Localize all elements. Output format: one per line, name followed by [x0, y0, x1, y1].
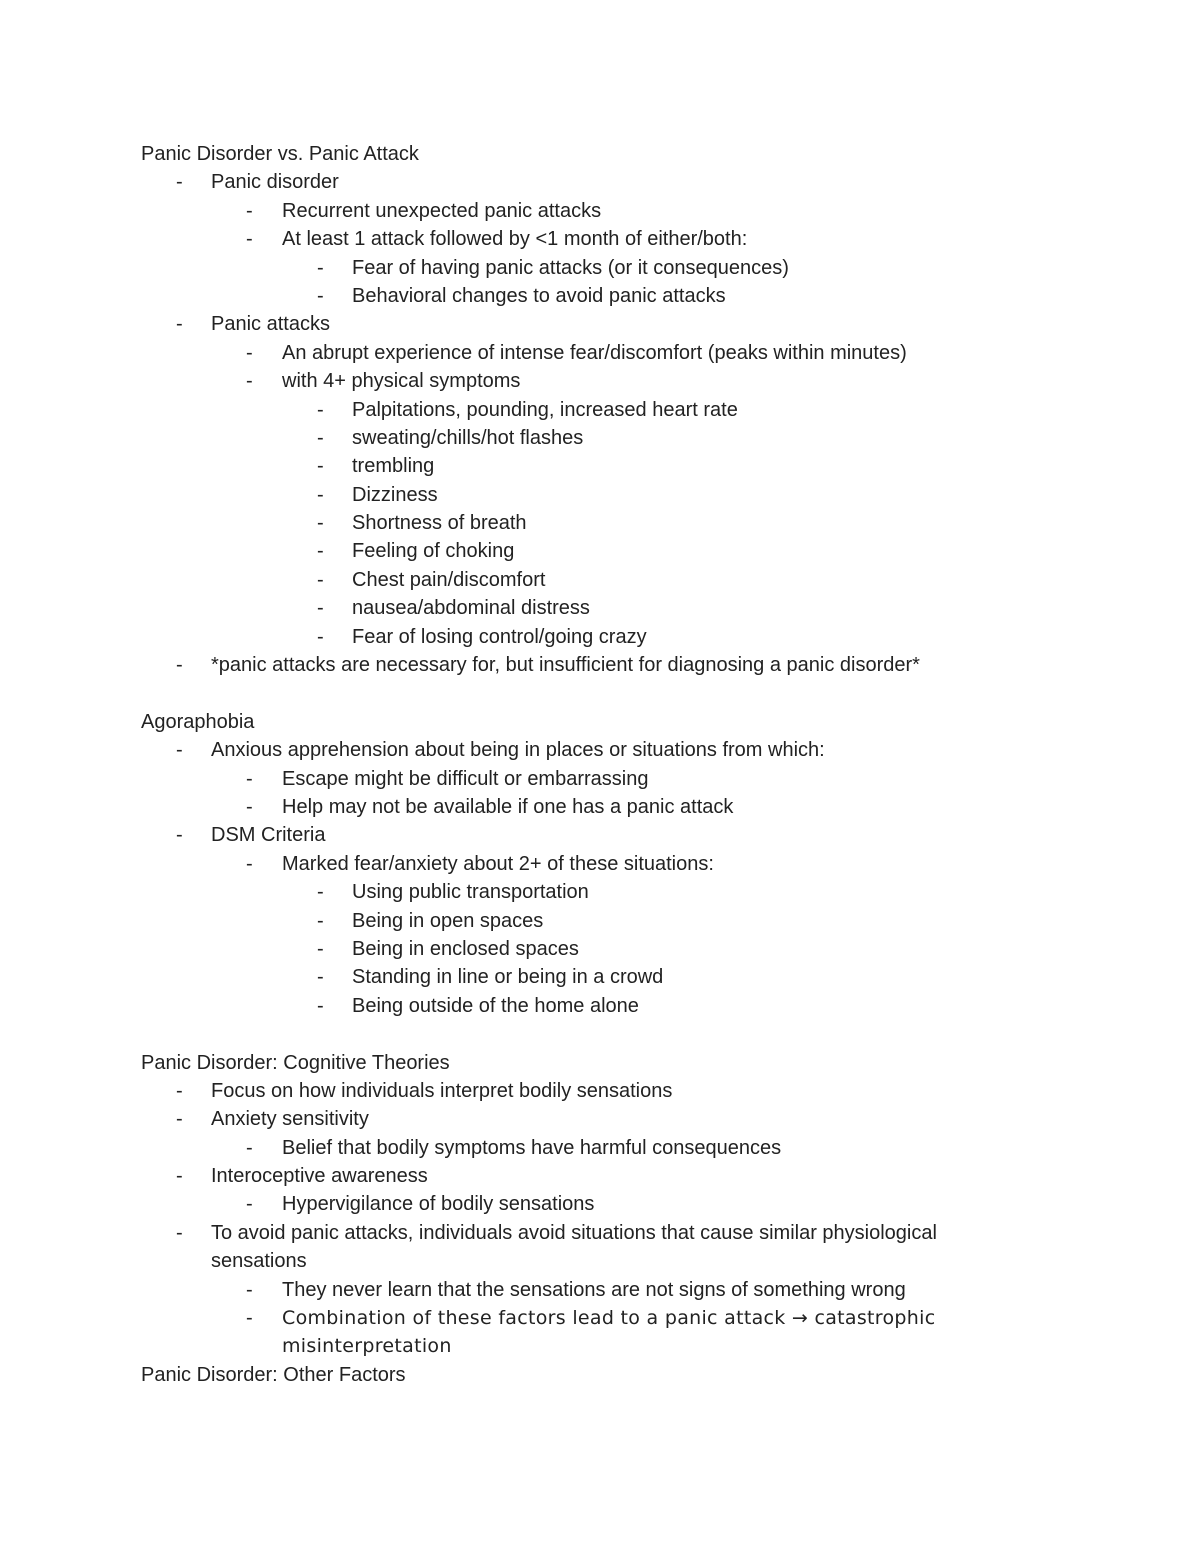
bullet-dash: -: [176, 1165, 183, 1188]
list-item-text: Recurrent unexpected panic attacks: [282, 199, 602, 222]
bullet-dash: -: [317, 568, 324, 591]
list-item: [0, 310, 1200, 338]
list-item: [0, 963, 1200, 991]
bullet-dash: -: [246, 341, 253, 364]
list-item-text: Chest pain/discomfort: [352, 568, 546, 591]
bullet-dash: -: [317, 512, 324, 535]
list-item: [0, 1077, 1200, 1105]
list-item-text: trembling: [352, 455, 435, 478]
section-heading-text: Panic Disorder vs. Panic Attack: [141, 143, 419, 165]
list-item: [0, 935, 1200, 963]
bullet-dash: -: [317, 426, 324, 449]
list-item-text: DSM Criteria: [211, 824, 326, 847]
bullet-dash: -: [317, 540, 324, 563]
bullet-dash: -: [246, 1193, 253, 1216]
bullet-dash: -: [246, 228, 253, 251]
section-heading-text: Agoraphobia: [141, 710, 255, 733]
list-item-text: Palpitations, pounding, increased heart rate: [352, 398, 738, 421]
list-item: [0, 1219, 1200, 1247]
list-item-text: Panic attacks: [211, 313, 330, 336]
bullet-dash: -: [176, 1108, 183, 1131]
bullet-dash: -: [246, 795, 253, 818]
bullet-dash: -: [176, 1079, 183, 1102]
bullet-dash: -: [246, 767, 253, 790]
list-item: [0, 197, 1200, 225]
list-item-text: Standing in line or being in a crowd: [352, 966, 664, 989]
list-item: [0, 1190, 1200, 1218]
bullet-dash: -: [176, 171, 183, 194]
bullet-dash: -: [317, 284, 324, 307]
list-item: [0, 452, 1200, 480]
bullet-dash: -: [176, 1221, 183, 1244]
section-heading-text: Panic Disorder: Cognitive Theories: [141, 1051, 450, 1074]
bullet-dash: -: [317, 625, 324, 648]
list-item-text: An abrupt experience of intense fear/discomfort (peaks within minutes): [282, 341, 907, 364]
bullet-dash: -: [317, 909, 324, 932]
list-item: [0, 765, 1200, 793]
list-item: [0, 254, 1200, 282]
list-item: [0, 992, 1200, 1020]
bullet-dash: -: [317, 455, 324, 478]
list-item: [0, 623, 1200, 651]
list-item-text: Hypervigilance of bodily sensations: [282, 1193, 595, 1216]
bullet-dash: -: [246, 1307, 253, 1330]
list-item-text: sensations: [211, 1250, 307, 1273]
bullet-dash: -: [317, 994, 324, 1017]
list-item: [0, 736, 1200, 764]
list-item: [0, 1276, 1200, 1304]
section-heading: [0, 1361, 1200, 1389]
bullet-dash: -: [176, 654, 183, 677]
bullet-dash: -: [317, 398, 324, 421]
list-item: [0, 168, 1200, 196]
list-item: [0, 282, 1200, 310]
list-item-text: Fear of having panic attacks (or it consequences): [352, 256, 789, 279]
list-item-text: Being in enclosed spaces: [352, 937, 579, 960]
bullet-dash: -: [317, 256, 324, 279]
list-item-text: Using public transportation: [352, 881, 589, 904]
list-item-text: Behavioral changes to avoid panic attacks: [352, 284, 726, 307]
bullet-dash: -: [176, 824, 183, 847]
bullet-dash: -: [246, 199, 253, 222]
bullet-dash: -: [246, 370, 253, 393]
list-item-text: Feeling of choking: [352, 540, 515, 563]
list-item: [0, 1247, 1200, 1275]
list-item-text: sweating/chills/hot flashes: [352, 426, 584, 449]
list-item: [0, 1162, 1200, 1190]
list-item: [0, 481, 1200, 509]
document-body: [0, 140, 1200, 1389]
bullet-dash: -: [317, 966, 324, 989]
list-item-text: Focus on how individuals interpret bodily sensations: [211, 1079, 673, 1102]
list-item-text: Fear of losing control/going crazy: [352, 625, 647, 648]
list-item: [0, 878, 1200, 906]
section-heading: [0, 708, 1200, 736]
list-item: [0, 396, 1200, 424]
section-heading: [0, 1049, 1200, 1077]
bullet-dash: -: [176, 739, 183, 762]
list-item: [0, 793, 1200, 821]
blank-line: [0, 1020, 1200, 1048]
list-item-text: Help may not be available if one has a panic attack: [282, 795, 734, 818]
list-item-text: Combination of these factors lead to a panic attack → catastrophic: [282, 1307, 936, 1330]
bullet-dash: -: [317, 881, 324, 904]
list-item: [0, 651, 1200, 679]
list-item: [0, 509, 1200, 537]
list-item-text: Escape might be difficult or embarrassing: [282, 767, 649, 790]
list-item: [0, 225, 1200, 253]
list-item-text: misinterpretation: [282, 1335, 452, 1358]
list-item-text: Shortness of breath: [352, 512, 527, 535]
section-heading: [0, 140, 1200, 168]
list-item: [0, 424, 1200, 452]
list-item: [0, 821, 1200, 849]
list-item-text: Belief that bodily symptoms have harmful consequences: [282, 1136, 782, 1159]
list-item: [0, 594, 1200, 622]
list-item-text: Panic disorder: [211, 171, 339, 194]
list-item-text: *panic attacks are necessary for, but insufficient for diagnosing a panic disorder*: [211, 654, 920, 677]
list-item: [0, 1304, 1200, 1332]
list-item: [0, 1134, 1200, 1162]
bullet-dash: -: [246, 1136, 253, 1159]
list-item-text: To avoid panic attacks, individuals avoid situations that cause similar physiological: [211, 1221, 937, 1244]
list-item: [0, 1105, 1200, 1133]
list-item: [0, 566, 1200, 594]
list-item: [0, 537, 1200, 565]
blank-line: [0, 679, 1200, 707]
bullet-dash: -: [246, 852, 253, 875]
list-item-text: Anxious apprehension about being in places or situations from which:: [211, 739, 825, 762]
list-item-text: Marked fear/anxiety about 2+ of these situations:: [282, 852, 714, 875]
list-item-text: At least 1 attack followed by <1 month of either/both:: [282, 228, 748, 251]
bullet-dash: -: [317, 597, 324, 620]
section-heading-text: Panic Disorder: Other Factors: [141, 1363, 406, 1386]
list-item-text: Being in open spaces: [352, 909, 544, 932]
bullet-dash: -: [176, 313, 183, 336]
list-item: [0, 339, 1200, 367]
list-item: [0, 850, 1200, 878]
list-item-text: Anxiety sensitivity: [211, 1108, 369, 1131]
bullet-dash: -: [246, 1278, 253, 1301]
bullet-dash: -: [317, 483, 324, 506]
list-item-text: Dizziness: [352, 483, 438, 506]
list-item: [0, 367, 1200, 395]
list-item-text: Interoceptive awareness: [211, 1165, 428, 1188]
list-item-text: They never learn that the sensations are not signs of something wrong: [282, 1278, 906, 1301]
list-item-text: with 4+ physical symptoms: [282, 370, 521, 393]
list-item: [0, 1332, 1200, 1360]
list-item-text: Being outside of the home alone: [352, 994, 639, 1017]
bullet-dash: -: [317, 937, 324, 960]
list-item-text: nausea/abdominal distress: [352, 597, 590, 620]
list-item: [0, 907, 1200, 935]
